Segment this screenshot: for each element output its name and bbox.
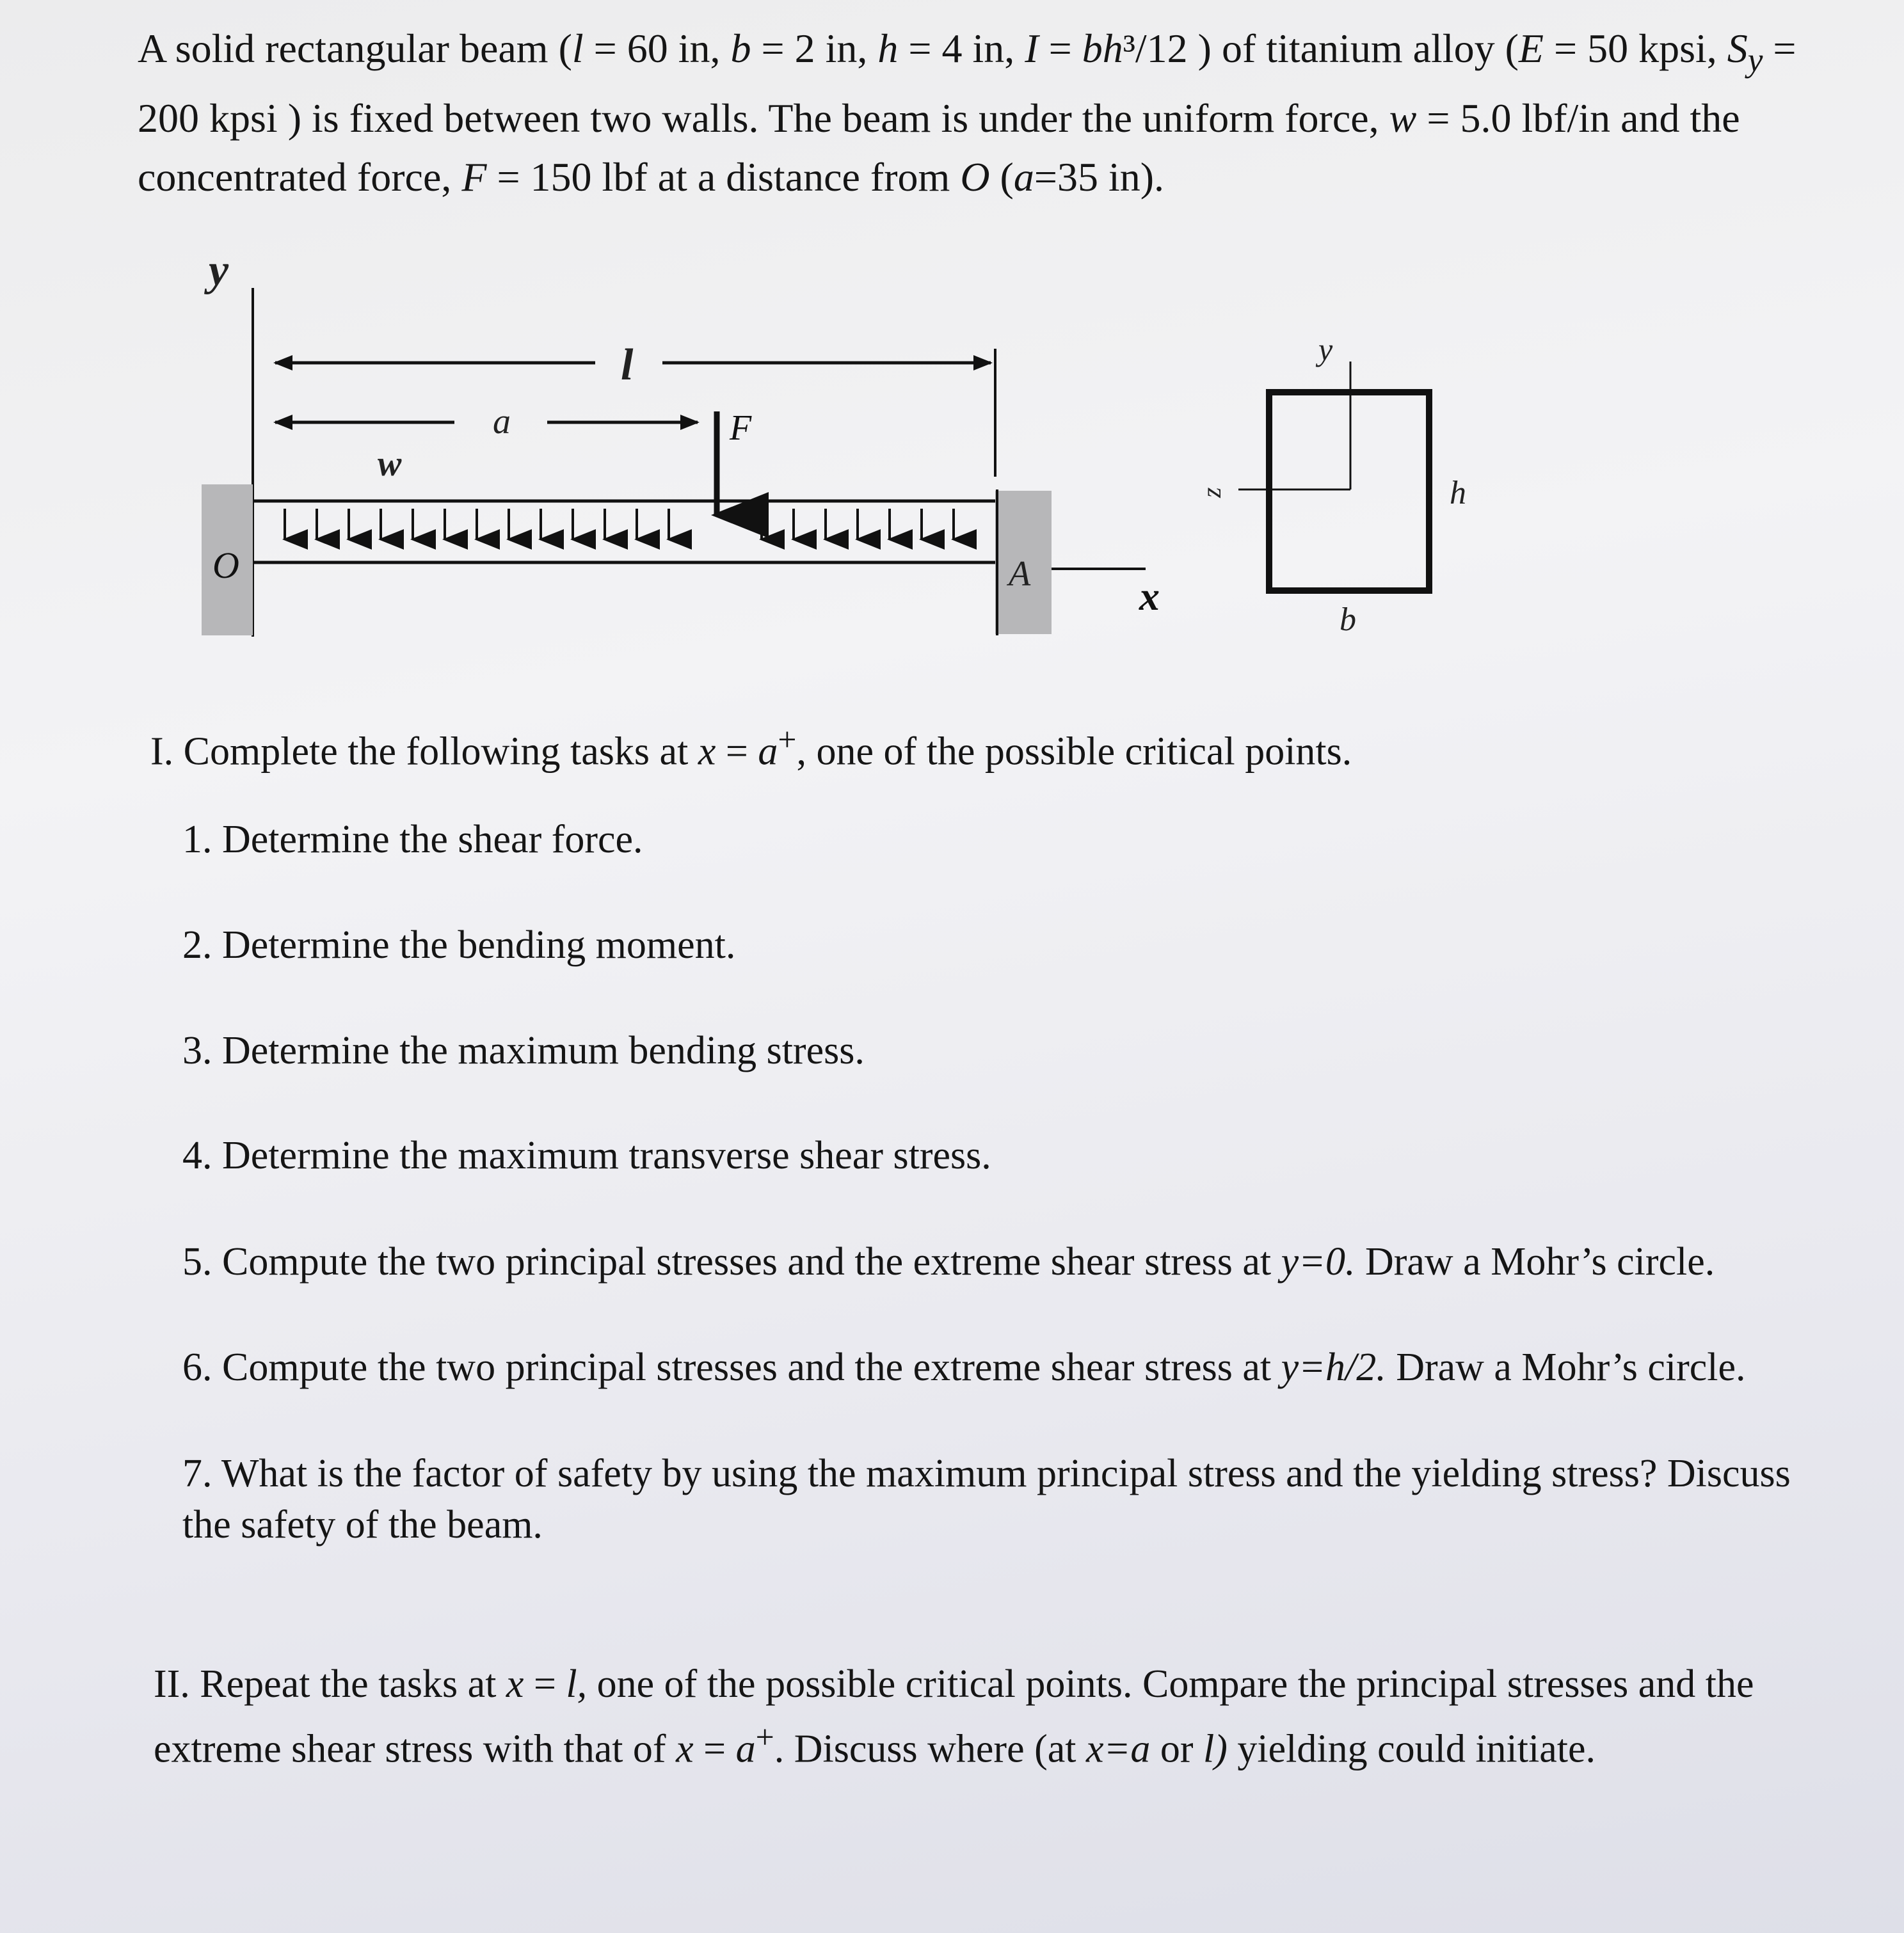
label-w: w	[378, 444, 402, 484]
y-axis-label: y	[209, 253, 229, 295]
distributed-load-arrows	[285, 509, 954, 539]
section-i-heading: I. Complete the following tasks at x = a+, one of the possible critical points.	[150, 722, 1352, 774]
cross-section-label-y: y	[1318, 331, 1333, 367]
task-6: 6. Compute the two principal stresses and the extreme shear stress at y=h/2. Draw a Mohr’s circle.	[182, 1346, 1746, 1389]
beam-diagram	[186, 253, 1542, 662]
task-1: 1. Determine the shear force.	[182, 818, 643, 861]
label-A: A	[1009, 554, 1031, 594]
cross-section-label-z: z	[1197, 487, 1227, 498]
cross-section-rect	[1269, 392, 1429, 591]
task-3: 3. Determine the maximum bending stress.	[182, 1029, 865, 1072]
label-a: a	[493, 402, 511, 441]
label-O: O	[212, 545, 239, 586]
problem-statement	[138, 19, 1814, 207]
task-2: 2. Determine the bending moment.	[182, 923, 736, 967]
label-l: l	[621, 340, 634, 390]
task-4: 4. Determine the maximum transverse shear stress.	[182, 1134, 991, 1177]
task-7: 7. What is the factor of safety by using the maximum principal stress and the yielding stress? Discuss the safety of the beam.	[182, 1452, 1791, 1547]
cross-section	[1197, 331, 1466, 638]
cross-section-label-h: h	[1450, 475, 1466, 511]
problem-text: A solid rectangular beam (l = 60 in, b = 2 in, h = 4 in, I = bh³/12 ) of titanium alloy (E = 50 kpsi, $S_y = 200$ kpsi ) is fixed between two walls. The beam is under the uniform force, w = 5.0 lbf/in and the concentrated force, F = 150 lbf at a distance from O (a=35 in).	[138, 26, 1796, 200]
section-ii: II. Repeat the tasks at x = l, one of the possible critical points. Compare the principal stresses and the extreme shear stress with that of x = a+. Discuss where (at x=a or l) yielding could initiate.	[154, 1662, 1754, 1771]
task-5: 5. Compute the two principal stresses and the extreme shear stress at y=0. Draw a Mohr’s circle.	[182, 1240, 1715, 1284]
label-F: F	[730, 408, 752, 448]
cross-section-label-b: b	[1340, 601, 1356, 638]
x-axis-label: x	[1139, 573, 1160, 619]
